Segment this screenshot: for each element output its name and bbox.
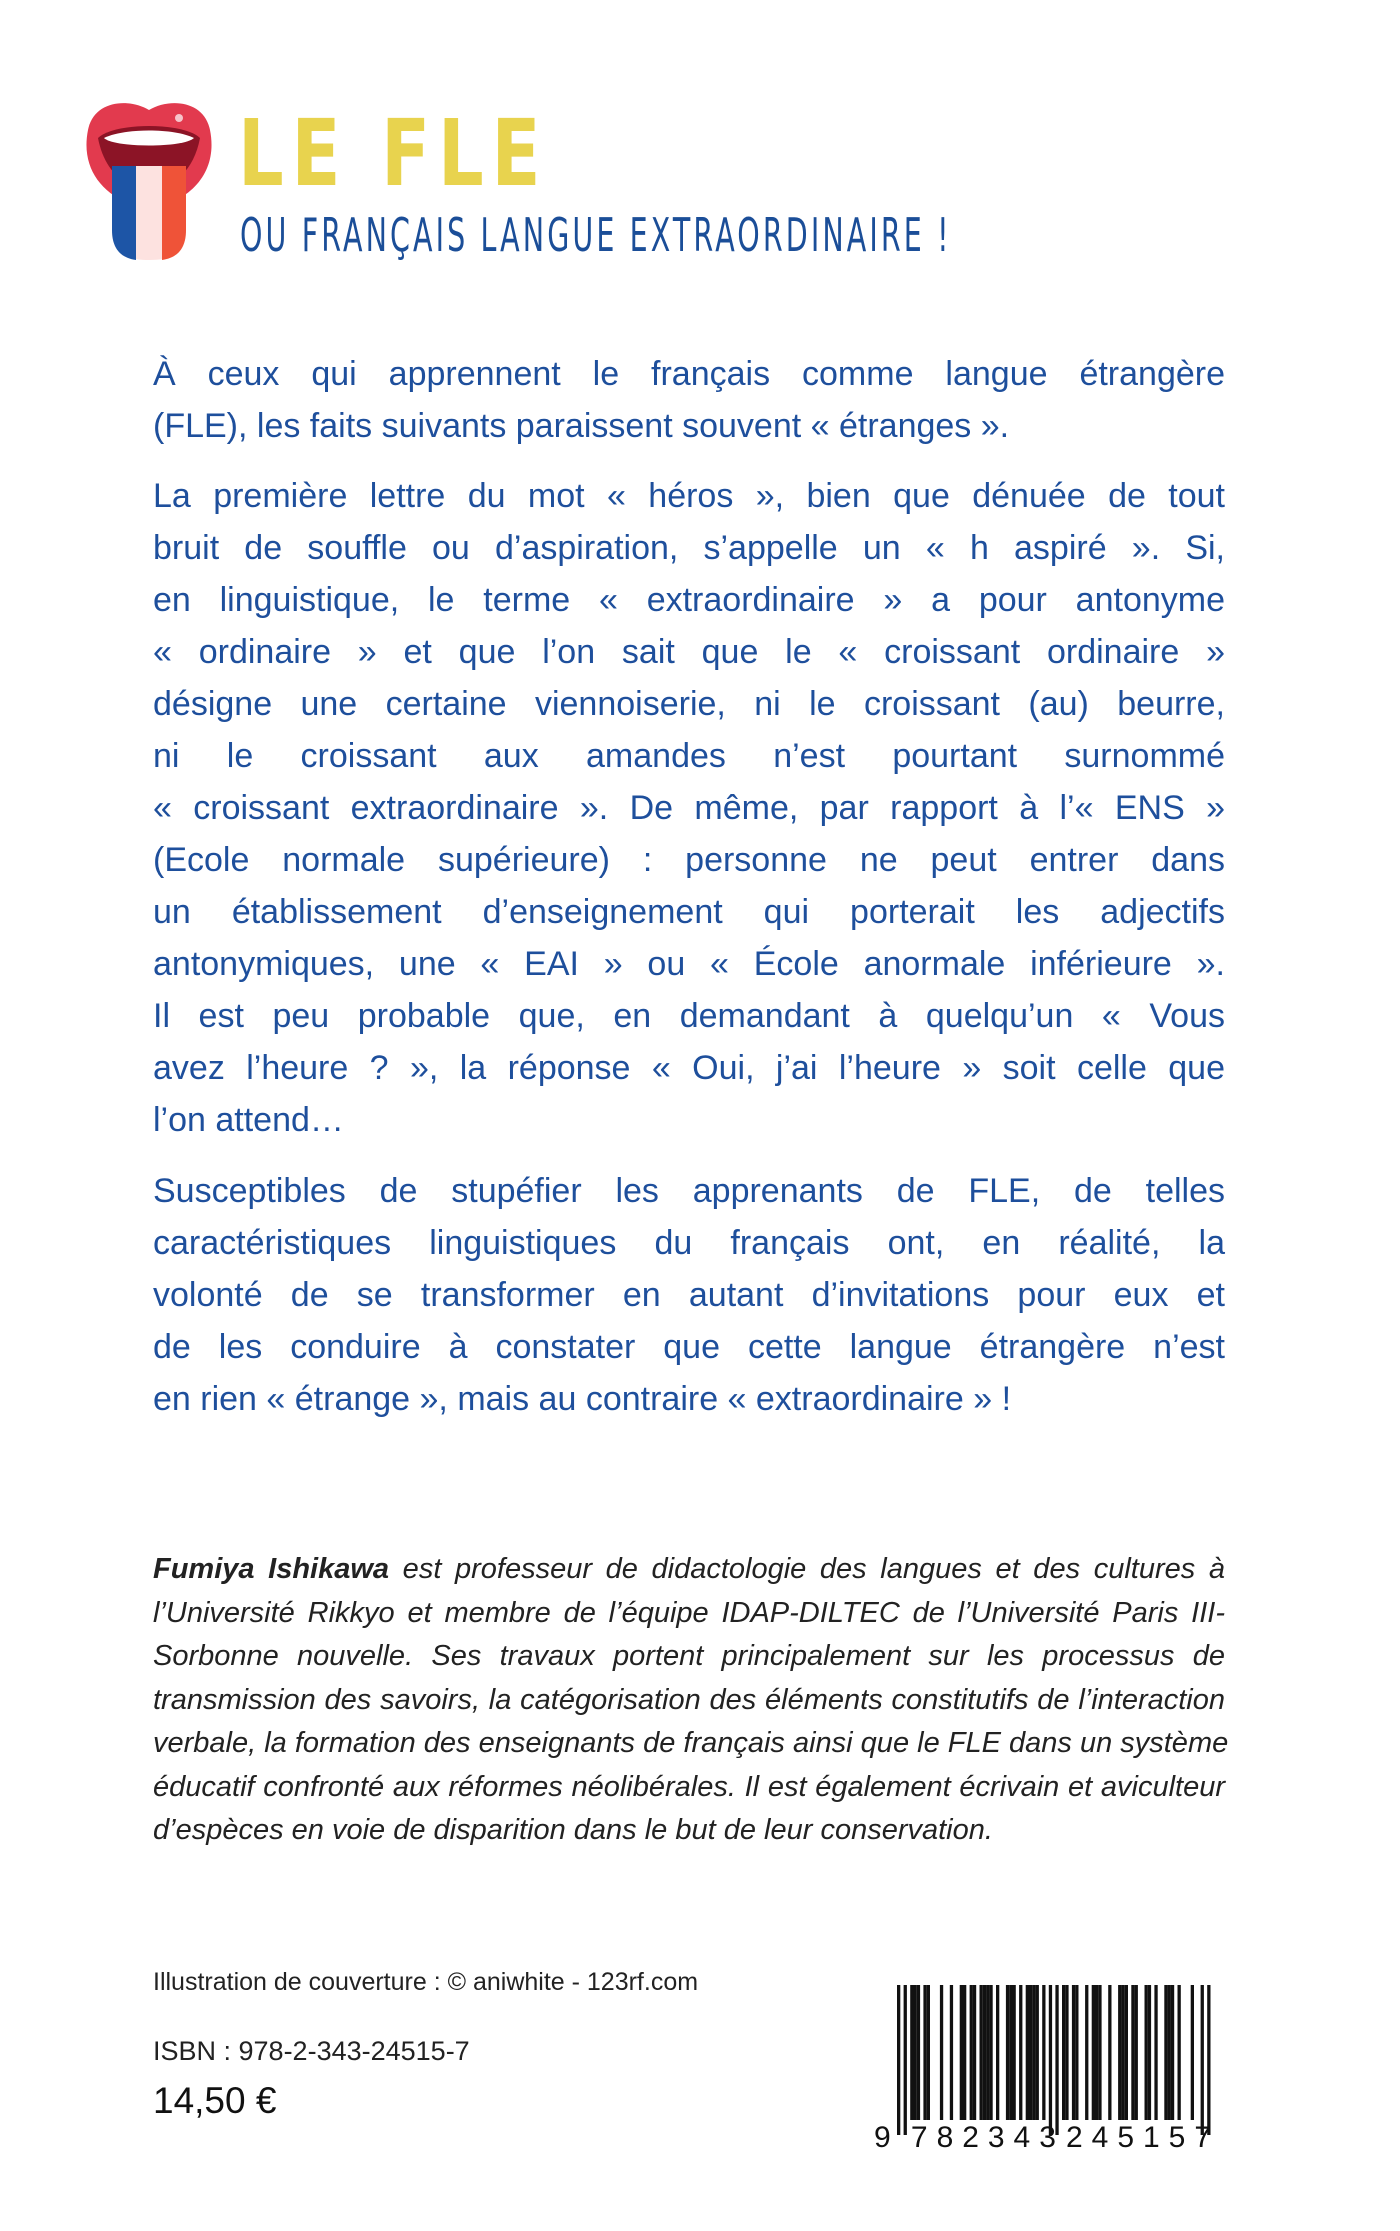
paragraph-2 bbox=[153, 470, 1225, 1146]
barcode-bar bbox=[983, 1985, 986, 2120]
barcode-bar bbox=[996, 1985, 999, 2120]
isbn: ISBN : 978-2-343-24515-7 bbox=[153, 2036, 470, 2066]
text-line: (Ecole normale supérieure) : personne ne peut entrer dans bbox=[153, 841, 1225, 879]
barcode-bar bbox=[1131, 1985, 1134, 2120]
text-line: (FLE), les faits suivants paraissent souvent « étranges ». bbox=[153, 407, 1010, 445]
barcode-bar bbox=[1013, 1985, 1016, 2120]
barcode-bar bbox=[1164, 1985, 1167, 2120]
text-line: volonté de se transformer en autant d’invitations pour eux et bbox=[153, 1276, 1225, 1314]
barcode-bar bbox=[1032, 1985, 1035, 2120]
text-line: ni le croissant aux amandes n’est pourtant surnommé bbox=[153, 737, 1225, 775]
isbn-barcode bbox=[862, 1985, 1232, 2150]
text-line: avez l’heure ? », la réponse « Oui, j’ai l’heure » soit celle que bbox=[153, 1049, 1225, 1087]
barcode-bar bbox=[1108, 1985, 1111, 2120]
barcode-bar bbox=[989, 1985, 992, 2120]
barcode-bar bbox=[914, 1985, 917, 2120]
text-line: caractéristiques linguistiques du français ont, en réalité, la bbox=[153, 1224, 1225, 1262]
barcode-bar bbox=[1072, 1985, 1075, 2120]
barcode-bar bbox=[980, 1985, 983, 2120]
barcode-bar bbox=[1118, 1985, 1121, 2120]
barcode-bar bbox=[923, 1985, 926, 2120]
barcode-bar bbox=[970, 1985, 973, 2120]
text-line: l’Université Rikkyo et membre de l’équipe IDAP-DILTEC de l’Université Paris III- bbox=[153, 1596, 1225, 1629]
barcode-bar bbox=[910, 1985, 913, 2120]
barcode-bar bbox=[1085, 1985, 1088, 2120]
paragraph-1 bbox=[153, 348, 1225, 452]
text-line: désigne une certaine viennoiserie, ni le croissant (au) beurre, bbox=[153, 685, 1225, 723]
barcode-bar bbox=[917, 1985, 920, 2120]
book-subtitle: OU FRANÇAIS LANGUE EXTRAORDINAIRE ! bbox=[240, 208, 952, 262]
text-line: transmission des savoirs, la catégorisation des éléments constitutifs de l’interaction bbox=[153, 1683, 1225, 1716]
text-line: La première lettre du mot « héros », bien que dénuée de tout bbox=[153, 477, 1225, 515]
barcode-bar bbox=[940, 1985, 943, 2120]
barcode-bar bbox=[1125, 1985, 1128, 2120]
text-line: Susceptibles de stupéfier les apprenants de FLE, de telles bbox=[153, 1172, 1225, 1210]
text-line: antonymiques, une « EAI » ou « École anormale inférieure ». bbox=[153, 945, 1225, 983]
barcode-bar bbox=[1178, 1985, 1181, 2120]
barcode-bar bbox=[1055, 1985, 1058, 2135]
paragraph-3 bbox=[153, 1165, 1225, 1425]
text-line: en linguistique, le terme « extraordinaire » a pour antonyme bbox=[153, 581, 1225, 619]
book-title: LE FLE bbox=[238, 100, 549, 207]
mouth-tongue-flag-logo bbox=[84, 100, 214, 265]
text-line: À ceux qui apprennent le français comme langue étrangère bbox=[153, 355, 1225, 393]
barcode-bar bbox=[973, 1985, 976, 2120]
barcode-bar bbox=[986, 1985, 989, 2120]
barcode-bar bbox=[1092, 1985, 1095, 2120]
text-line: est professeur de didactologie des langues et des cultures à bbox=[389, 1553, 1225, 1585]
text-line: de les conduire à constater que cette langue étrangère n’est bbox=[153, 1328, 1225, 1366]
barcode-bar bbox=[1049, 1985, 1052, 2135]
barcode-bar bbox=[1095, 1985, 1098, 2120]
barcode-bar bbox=[897, 1985, 900, 2135]
barcode-bar bbox=[1191, 1985, 1194, 2120]
text-line: bruit de souffle ou d’aspiration, s’appelle un « h aspiré ». Si, bbox=[153, 529, 1225, 567]
barcode-bar bbox=[1171, 1985, 1174, 2120]
text-line: verbale, la formation des enseignants de français ainsi que le FLE dans un système bbox=[153, 1727, 1229, 1759]
barcode-bar bbox=[1168, 1985, 1171, 2120]
barcode-bar bbox=[1042, 1985, 1045, 2120]
illustration-credit: Illustration de couverture : © aniwhite - 123rf.com bbox=[153, 1968, 699, 1996]
barcode-bar bbox=[1009, 1985, 1012, 2120]
text-line: « croissant extraordinaire ». De même, par rapport à l’« ENS » bbox=[153, 789, 1225, 827]
barcode-bar bbox=[927, 1985, 930, 2120]
barcode-bar bbox=[1121, 1985, 1124, 2120]
barcode-bar bbox=[1201, 1985, 1204, 2135]
barcode-bar bbox=[1075, 1985, 1078, 2120]
barcode-digits: 245157 bbox=[1066, 2121, 1211, 2150]
barcode-bar bbox=[1019, 1985, 1022, 2120]
barcode-bar bbox=[1148, 1985, 1151, 2120]
text-line: éducatif confronté aux réformes néolibérales. Il est également écrivain et aviculteur bbox=[153, 1770, 1225, 1803]
barcode-bar bbox=[950, 1985, 953, 2120]
barcode-bar bbox=[1026, 1985, 1029, 2120]
barcode-bar bbox=[1098, 1985, 1101, 2120]
barcode-bar bbox=[1207, 1985, 1210, 2135]
barcode-digits: 9 bbox=[874, 2121, 891, 2150]
barcode-bar bbox=[963, 1985, 966, 2120]
price: 14,50 € bbox=[153, 2080, 277, 2121]
barcode-bar bbox=[1135, 1985, 1138, 2120]
text-line: d’espèces en voie de disparition dans le but de leur conservation. bbox=[153, 1814, 993, 1846]
barcode-bar bbox=[904, 1985, 907, 2135]
barcode-bar bbox=[1006, 1985, 1009, 2120]
author-bio bbox=[153, 1548, 1229, 1853]
barcode-bar bbox=[1065, 1985, 1068, 2120]
barcode-bar bbox=[1036, 1985, 1039, 2120]
text-line: l’on attend… bbox=[153, 1101, 344, 1139]
text-line: Sorbonne nouvelle. Ses travaux portent principalement sur les processus de bbox=[153, 1640, 1225, 1672]
author-name: Fumiya Ishikawa bbox=[153, 1553, 390, 1585]
text-line: un établissement d’enseignement qui porterait les adjectifs bbox=[153, 893, 1225, 931]
barcode-bar bbox=[1062, 1985, 1065, 2120]
text-line: Il est peu probable que, en demandant à quelqu’un « Vous bbox=[153, 997, 1225, 1035]
barcode-digits: 782343 bbox=[910, 2121, 1056, 2150]
barcode-bar bbox=[1145, 1985, 1148, 2120]
barcode-bar bbox=[1029, 1985, 1032, 2120]
text-line: « ordinaire » et que l’on sait que le « croissant ordinaire » bbox=[153, 633, 1225, 671]
text-line: en rien « étrange », mais au contraire « extraordinaire » ! bbox=[153, 1380, 1012, 1418]
barcode-bar bbox=[960, 1985, 963, 2120]
barcode-bar bbox=[1154, 1985, 1157, 2120]
